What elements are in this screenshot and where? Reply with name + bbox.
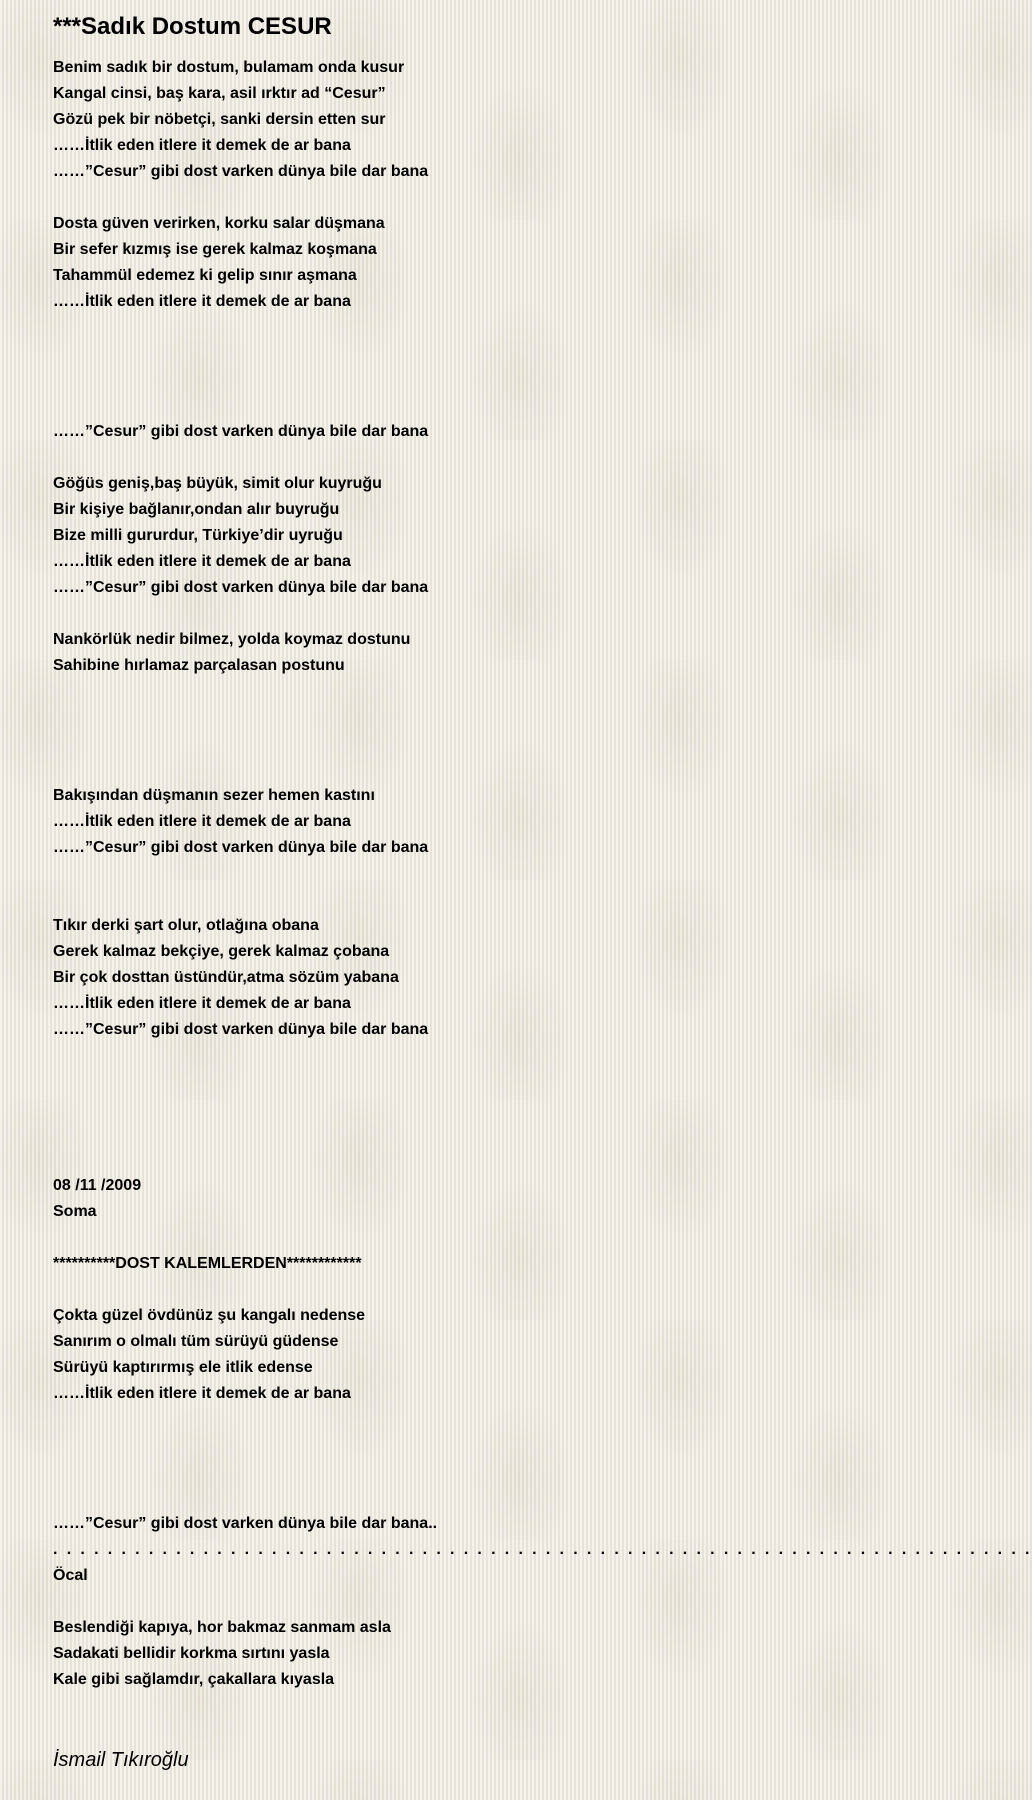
- poem-line: ……”Cesur” gibi dost varken dünya bile dar bana: [53, 1021, 429, 1038]
- blank-line: [53, 1719, 640, 1745]
- blank-line: [53, 1277, 640, 1303]
- poem-line: ……”Cesur” gibi dost varken dünya bile dar bana: [53, 839, 429, 856]
- poem-line: Bir çok dosttan üstündür,atma sözüm yabana: [53, 969, 399, 986]
- blank-line: [53, 1225, 640, 1251]
- blank-line: [53, 887, 640, 913]
- poem-body: [53, 55, 1032, 1745]
- poem-line: Nankörlük nedir bilmez, yolda koymaz dostunu: [53, 631, 411, 648]
- blank-line: [53, 1043, 640, 1069]
- poem-line: Kale gibi sağlamdır, çakallara kıyasla: [53, 1671, 335, 1688]
- poem-line: ……İtlik eden itlere it demek de ar bana: [53, 1385, 351, 1402]
- blank-line: [53, 601, 640, 627]
- poem-line: ……İtlik eden itlere it demek de ar bana: [53, 137, 351, 154]
- poem-line: ……”Cesur” gibi dost varken dünya bile dar bana..: [53, 1515, 438, 1532]
- poem-line: Tahammül edemez ki gelip sınır aşmana: [53, 267, 357, 284]
- poem-line: Gözü pek bir nöbetçi, sanki dersin etten sur: [53, 111, 386, 128]
- poem-line: Bize milli gururdur, Türkiye’dir uyruğu: [53, 527, 343, 544]
- blank-line: [53, 731, 640, 757]
- poem-line: Bir kişiye bağlanır,ondan alır buyruğu: [53, 501, 340, 518]
- poem-line: Sürüyü kaptırırmış ele itlik edense: [53, 1359, 313, 1376]
- blank-line: [53, 1459, 640, 1485]
- author-signature: İsmail Tıkıroğlu: [53, 1749, 189, 1771]
- blank-line: [53, 1095, 640, 1121]
- poem-line: Sahibine hırlamaz parçalasan postunu: [53, 657, 345, 674]
- blank-line: [53, 185, 640, 211]
- blank-line: [53, 393, 640, 419]
- dotted-separator: . . . . . . . . . . . . . . . . . . . . . . . . . . . . . . . . . . . . . . . . . . . . . . . . . . . . . . . . . . . . . . . . . . . . . . . .: [53, 1541, 1032, 1558]
- poem-line: ……İtlik eden itlere it demek de ar bana: [53, 293, 351, 310]
- poem-line: Benim sadık bir dostum, bulamam onda kusur: [53, 59, 405, 76]
- blank-line: [53, 1147, 640, 1173]
- blank-line: [53, 1589, 640, 1615]
- poem-line: Göğüs geniş,baş büyük, simit olur kuyruğu: [53, 475, 382, 492]
- blank-line: [53, 705, 640, 731]
- blank-line: [53, 1069, 640, 1095]
- poem-line: Sadakati bellidir korkma sırtını yasla: [53, 1645, 330, 1662]
- poem-line: Tıkır derki şart olur, otlağına obana: [53, 917, 319, 934]
- poem-line: ……”Cesur” gibi dost varken dünya bile dar bana: [53, 163, 429, 180]
- blank-line: [53, 679, 640, 705]
- blank-line: [53, 757, 640, 783]
- blank-line: [53, 1693, 640, 1719]
- poem-line: ……İtlik eden itlere it demek de ar bana: [53, 813, 351, 830]
- poem-line: Kangal cinsi, baş kara, asil ırktır ad “Cesur”: [53, 85, 386, 102]
- poem-line: **********DOST KALEMLERDEN************: [53, 1255, 362, 1272]
- blank-line: [53, 341, 640, 367]
- poem-line: Beslendiği kapıya, hor bakmaz sanmam asla: [53, 1619, 391, 1636]
- poem-line: Gerek kalmaz bekçiye, gerek kalmaz çobana: [53, 943, 390, 960]
- blank-line: [53, 1433, 640, 1459]
- poem-line: ……İtlik eden itlere it demek de ar bana: [53, 553, 351, 570]
- poem-container: [53, 10, 1032, 1775]
- poem-line: Soma: [53, 1203, 97, 1220]
- blank-line: [53, 861, 640, 887]
- blank-line: [53, 1121, 640, 1147]
- poem-line: Çokta güzel övdünüz şu kangalı nedense: [53, 1307, 366, 1324]
- poem-line: 08 /11 /2009: [53, 1177, 142, 1194]
- poem-title: ***Sadık Dostum CESUR: [53, 13, 332, 40]
- poem-line: Bakışından düşmanın sezer hemen kastını: [53, 787, 375, 804]
- poem-line: Öcal: [53, 1567, 88, 1584]
- blank-line: [53, 1407, 640, 1433]
- poem-line: Dosta güven verirken, korku salar düşmana: [53, 215, 385, 232]
- blank-line: [53, 1485, 640, 1511]
- blank-line: [53, 445, 640, 471]
- poem-line: ……”Cesur” gibi dost varken dünya bile dar bana: [53, 579, 429, 596]
- poem-line: ……İtlik eden itlere it demek de ar bana: [53, 995, 351, 1012]
- blank-line: [53, 367, 640, 393]
- poem-line: Bir sefer kızmış ise gerek kalmaz koşmana: [53, 241, 377, 258]
- poem-line: ……”Cesur” gibi dost varken dünya bile dar bana: [53, 423, 429, 440]
- poem-line: Sanırım o olmalı tüm sürüyü güdense: [53, 1333, 339, 1350]
- blank-line: [53, 315, 640, 341]
